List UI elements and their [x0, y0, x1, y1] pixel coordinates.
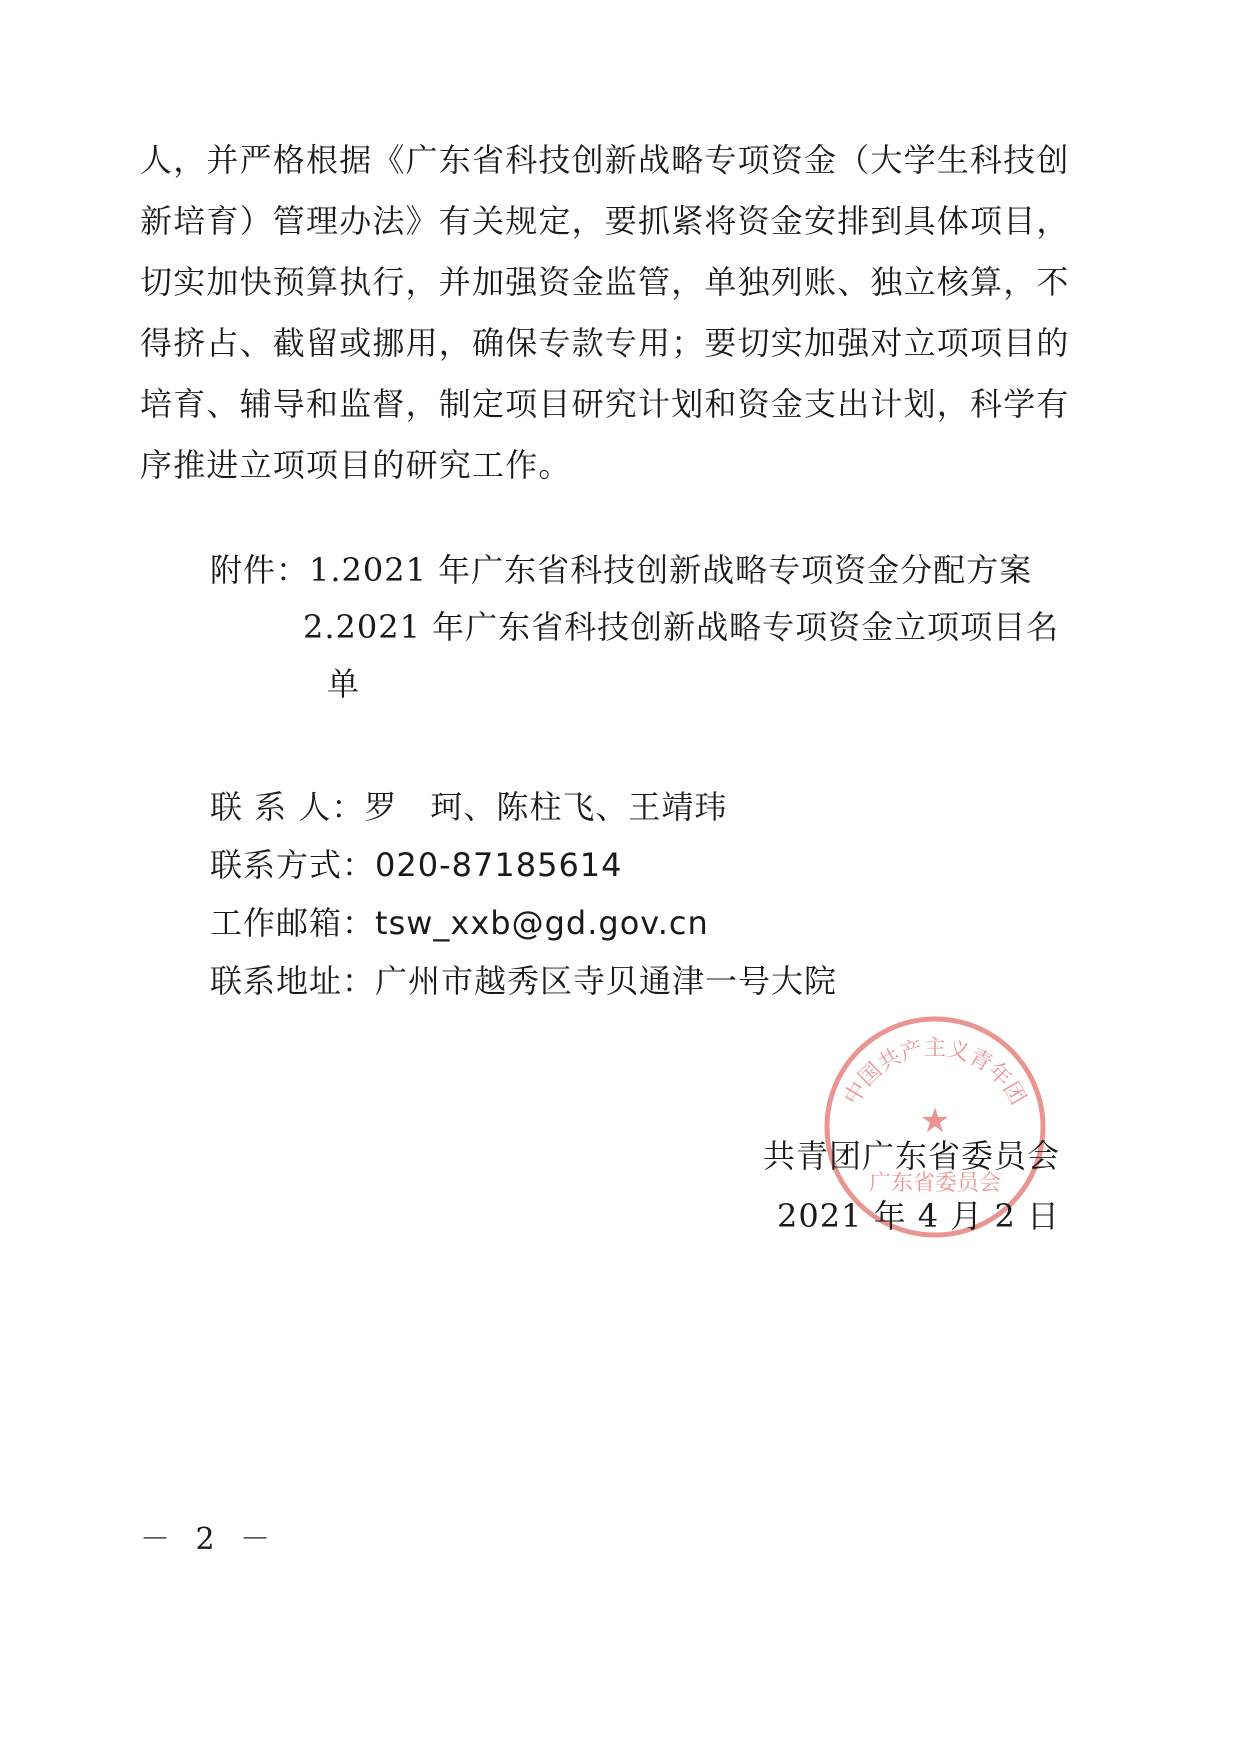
- contact-phone-label: 联系方式：: [210, 846, 376, 884]
- star-icon: ★: [919, 1101, 951, 1141]
- attachment-item-2-line-1: 2.2021 年广东省科技创新战略专项资金立项项目名: [303, 608, 1060, 646]
- body-line: 得挤占、截留或挪用，确保专款专用；要切实加强对立项项目的: [140, 324, 1070, 362]
- attachment-row-1: [210, 542, 1059, 599]
- contact-email-value: tsw_xxb@gd.gov.cn: [375, 904, 709, 942]
- body-line: 序推进立项项目的研究工作。: [140, 446, 572, 484]
- signing-organization: 共青团广东省委员会: [762, 1137, 1060, 1175]
- signature-block: [763, 1126, 1060, 1246]
- seal-outer-text: [840, 1036, 1030, 1109]
- body-line: 切实加快预算执行，并加强资金监管，单独列账、独立核算，不: [140, 263, 1070, 301]
- contact-email-label: 工作邮箱：: [210, 904, 376, 942]
- page-number: － 2 －: [140, 1522, 279, 1557]
- seal-outer-text-path: 中国共产主义青年团: [839, 1036, 1031, 1110]
- contacts-block: [210, 778, 837, 1010]
- attachment-item-2-line-2: 单: [327, 665, 361, 703]
- contact-phone-value: 020-87185614: [375, 846, 623, 884]
- contact-phone-row: [210, 836, 837, 894]
- contact-person-label: 联 系 人：: [210, 788, 365, 826]
- seal-inner-text: 广东省委员会: [868, 1171, 1002, 1196]
- contact-person-value: 罗 珂、陈柱飞、王靖玮: [364, 788, 728, 826]
- contact-address-row: [210, 952, 837, 1010]
- attachments-block: [210, 542, 1059, 713]
- contact-address-value: 广州市越秀区寺贝通津一号大院: [375, 962, 838, 1000]
- contact-address-label: 联系地址：: [210, 962, 376, 1000]
- attachments-label: 附件：: [210, 551, 310, 589]
- contact-person-row: [210, 778, 837, 836]
- body-paragraph: [140, 130, 1075, 496]
- attachment-item-1: 1.2021 年广东省科技创新战略专项资金分配方案: [309, 551, 1033, 589]
- body-line: 人，并严格根据《广东省科技创新战略专项资金（大学生科技创: [140, 141, 1070, 179]
- body-line: 新培育）管理办法》有关规定，要抓紧将资金安排到具体项目，: [140, 202, 1070, 240]
- signing-date: 2021 年 4 月 2 日: [776, 1197, 1060, 1235]
- contact-email-row: [210, 894, 837, 952]
- body-line: 培育、辅导和监督，制定项目研究计划和资金支出计划，科学有: [140, 385, 1070, 423]
